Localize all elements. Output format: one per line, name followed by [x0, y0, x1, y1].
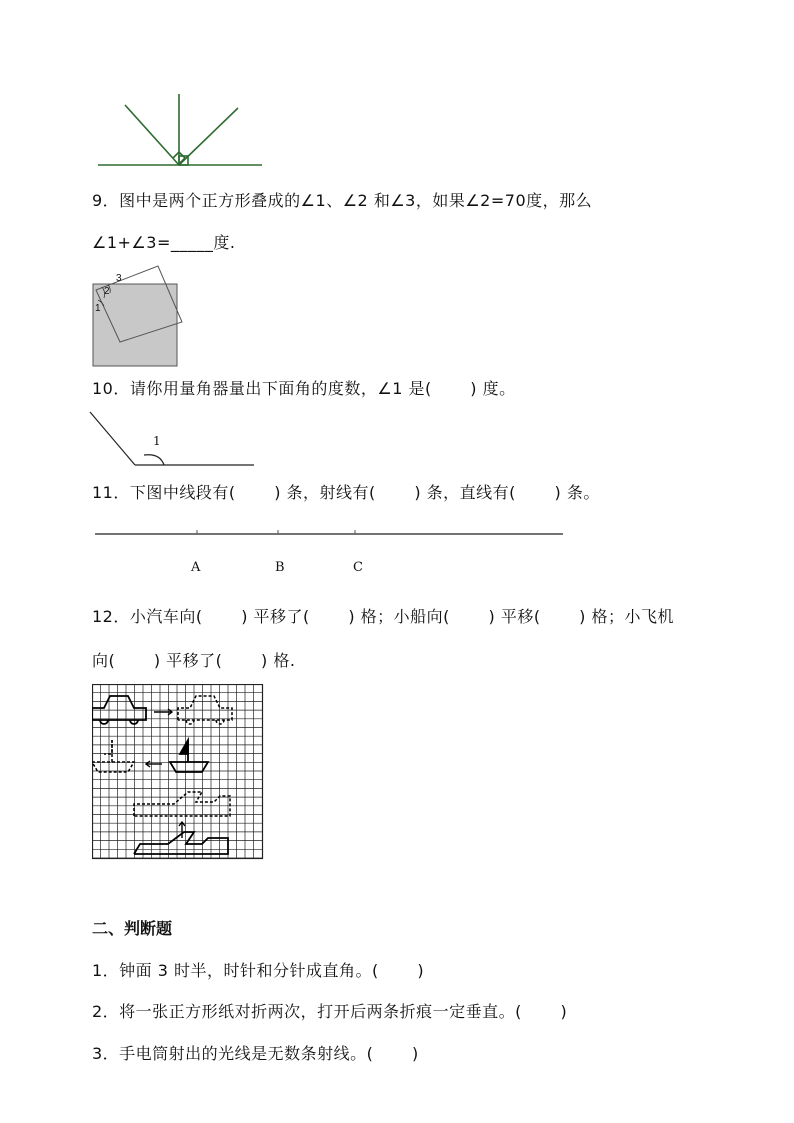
angle-figure — [88, 408, 258, 470]
translation-grid-figure — [92, 684, 264, 860]
angle-label-2: 2 — [104, 286, 110, 297]
question-12-line2: 向( ) 平移了( ) 格. — [92, 651, 296, 670]
angle-label-3: 3 — [116, 273, 122, 284]
judgment-item-1: 1．钟面 3 时半，时针和分针成直角。( ) — [92, 961, 425, 980]
angle-label-1: 1 — [95, 303, 101, 314]
rays-figure — [90, 88, 270, 170]
point-c-label: C — [353, 560, 363, 575]
angle-1-label: 1 — [153, 434, 161, 448]
section-2-title: 二、判断题 — [92, 919, 173, 938]
judgment-item-3: 3．手电筒射出的光线是无数条射线。( ) — [92, 1044, 419, 1063]
point-a-label: A — [191, 560, 201, 575]
line-with-points-figure — [92, 524, 567, 540]
question-9-line2: ∠1+∠3=_____度. — [92, 233, 236, 252]
point-b-label: B — [275, 560, 285, 575]
judgment-item-2: 2．将一张正方形纸对折两次，打开后两条折痕一定垂直。( ) — [92, 1002, 568, 1021]
overlapping-squares-figure — [90, 260, 190, 370]
question-10: 10．请你用量角器量出下面角的度数，∠1 是( ) 度。 — [92, 379, 516, 398]
question-9-line1: 9．图中是两个正方形叠成的∠1、∠2 和∠3，如果∠2=70度，那么 — [92, 191, 593, 210]
question-11: 11．下图中线段有( ) 条，射线有( ) 条，直线有( ) 条。 — [92, 483, 600, 502]
question-12-line1: 12．小汽车向( ) 平移了( ) 格；小船向( ) 平移( ) 格；小飞机 — [92, 607, 674, 626]
